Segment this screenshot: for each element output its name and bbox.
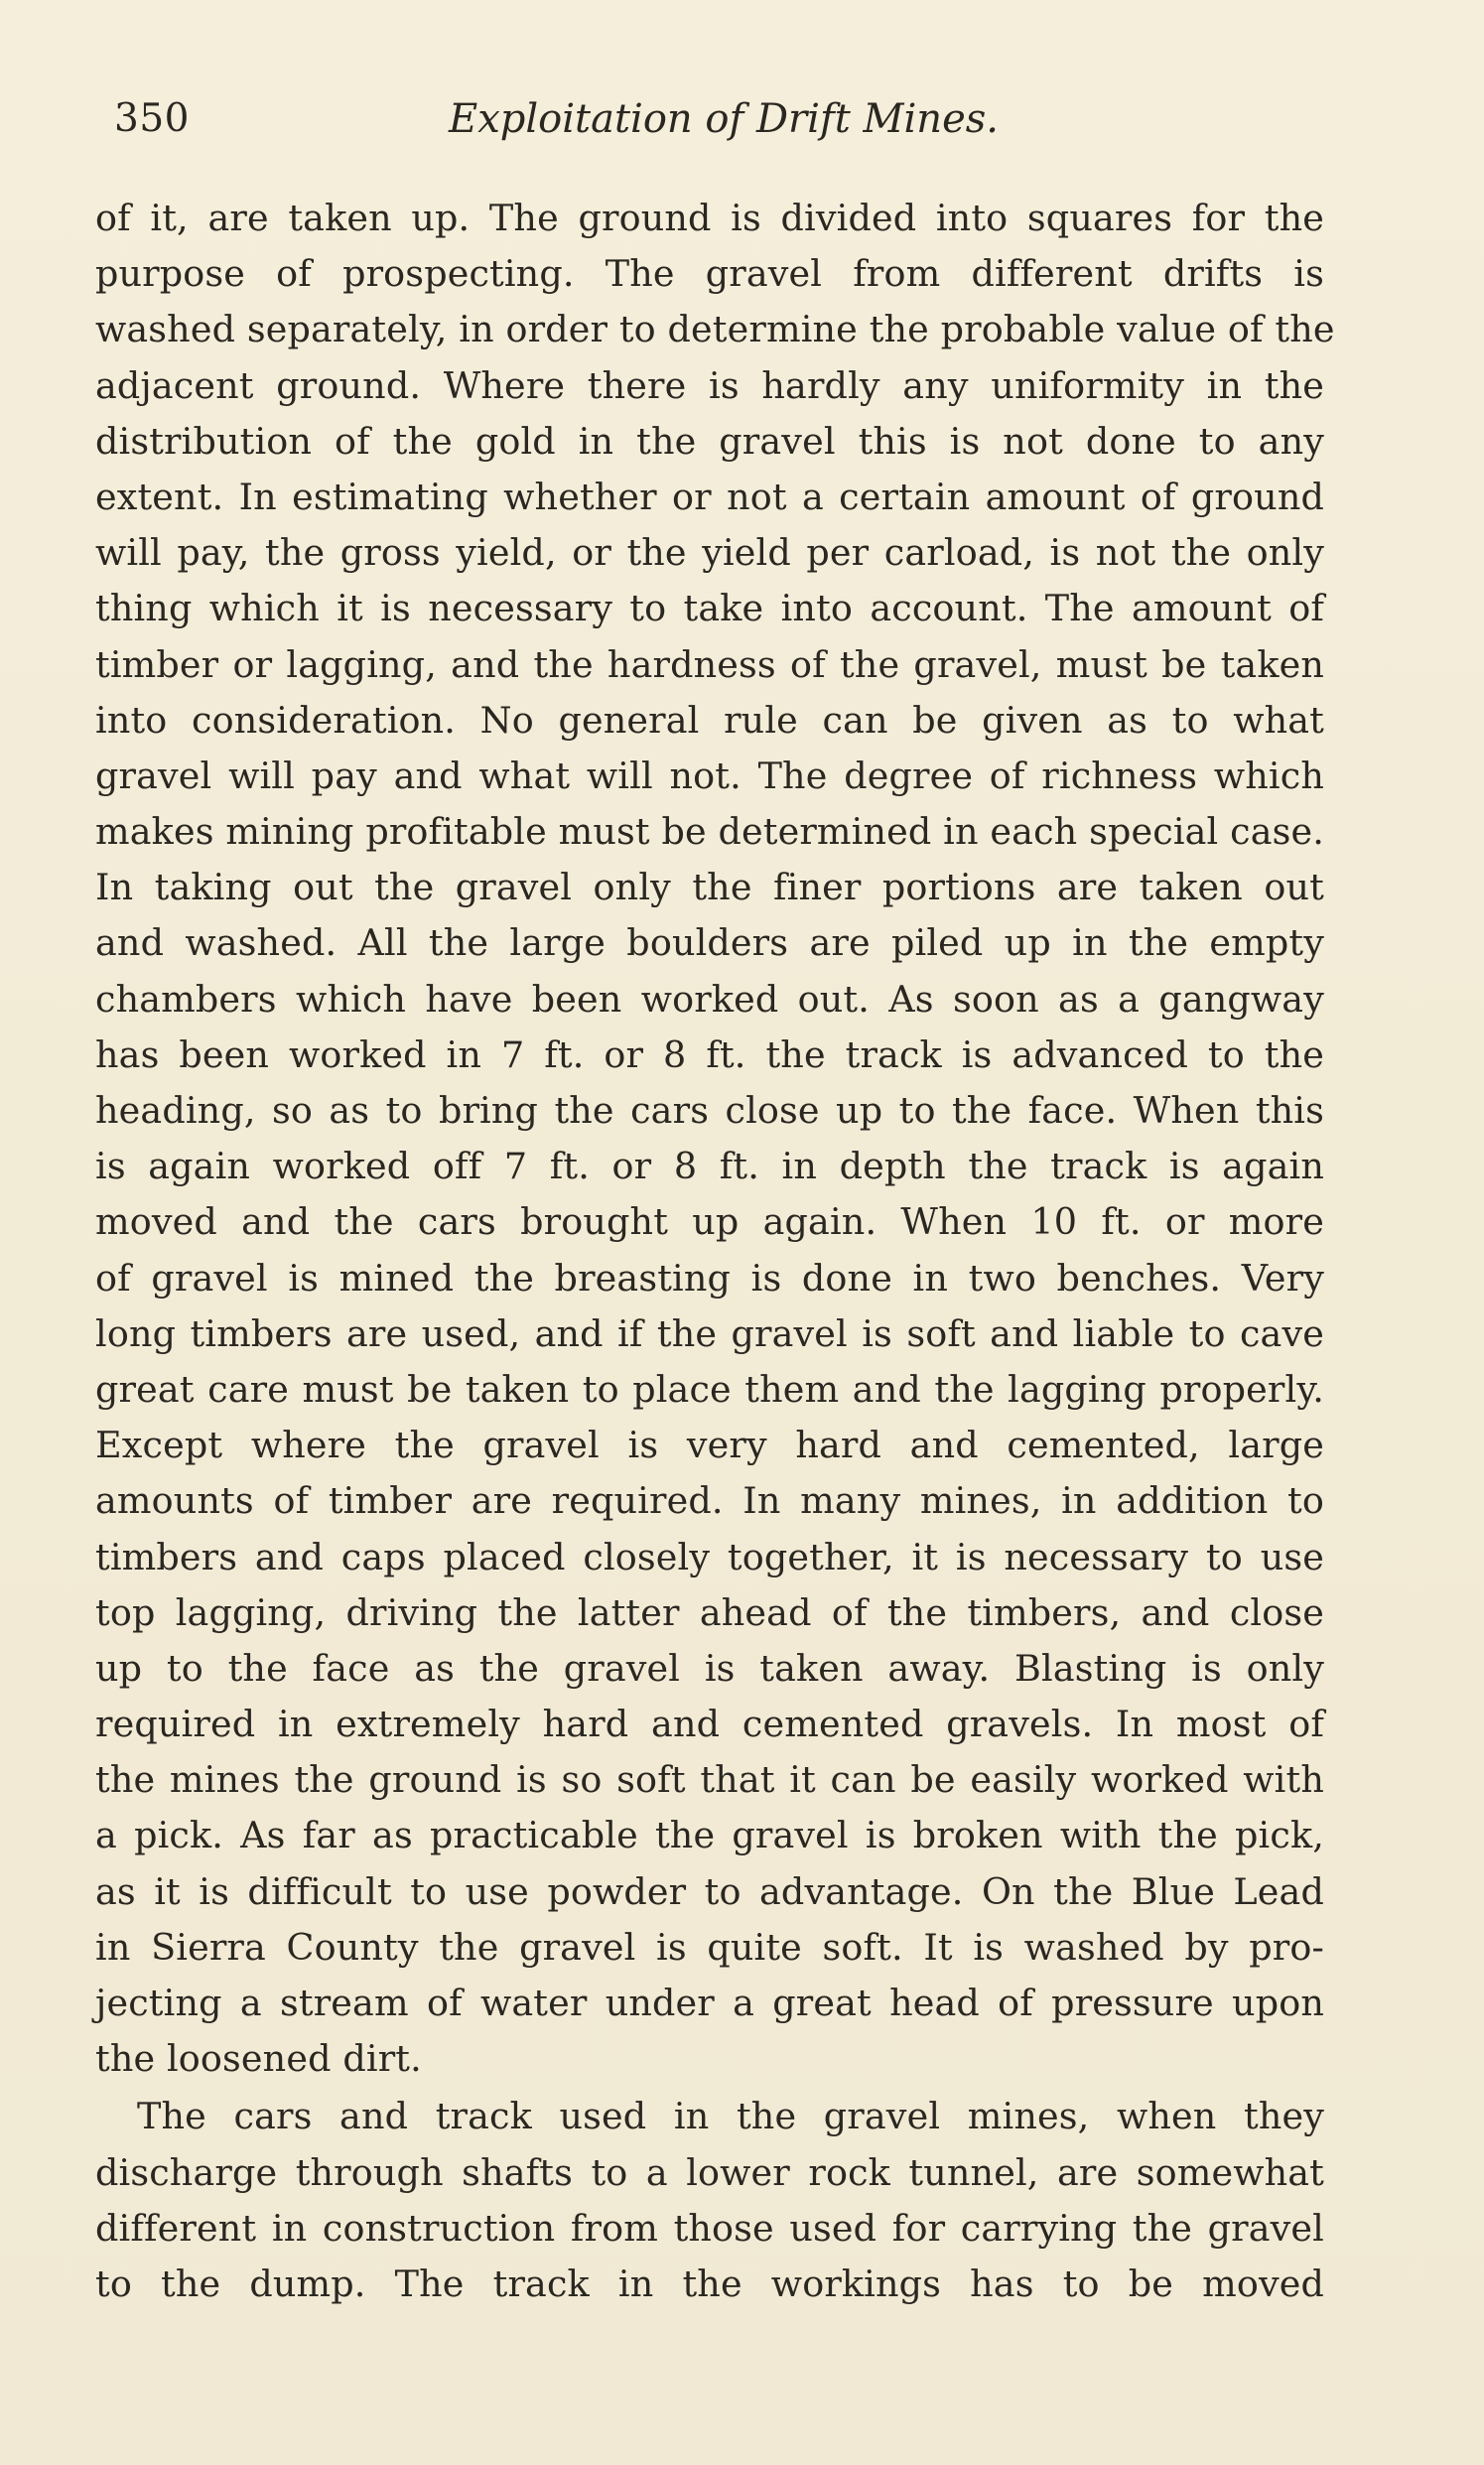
text-line: and washed. All the large boulders are piled up in the empty xyxy=(95,921,1324,965)
text-line: into consideration. No general rule can be given as to what xyxy=(95,698,1324,742)
text-line: Except where the gravel is very hard and cemented, large xyxy=(95,1424,1324,1467)
text-line: long timbers are used, and if the gravel is soft and liable to cave xyxy=(95,1311,1324,1355)
text-line: discharge through shafts to a lower rock tunnel, are somewhat xyxy=(95,2150,1324,2194)
page-number: 350 xyxy=(114,96,190,141)
running-title: Exploitation of Drift Mines. xyxy=(449,96,999,142)
page-header xyxy=(114,96,1345,159)
text-line: thing which it is necessary to take into account. The amount of xyxy=(95,587,1324,630)
text-line: extent. In estimating whether or not a certain amount of ground xyxy=(95,475,1324,518)
text-line: gravel will pay and what will not. The degree of richness which xyxy=(95,753,1324,797)
text-line: the loosened dirt. xyxy=(95,2037,422,2081)
text-line: washed separately, in order to determine the probable value of the xyxy=(95,308,1335,351)
text-line: moved and the cars brought up again. When 10 ft. or more xyxy=(95,1200,1324,1244)
text-line: purpose of prospecting. The gravel from different drifts is xyxy=(95,252,1324,296)
paragraph xyxy=(95,2089,1324,2312)
text-line: heading, so as to bring the cars close up to the face. When this xyxy=(95,1089,1324,1132)
text-line: timbers and caps placed closely together, it is necessary to use xyxy=(95,1535,1324,1578)
text-line: is again worked off 7 ft. or 8 ft. in depth the track is again xyxy=(95,1145,1324,1188)
text-line: to the dump. The track in the workings has to be moved xyxy=(95,2261,1324,2305)
text-line: distribution of the gold in the gravel this is not done to any xyxy=(95,419,1324,463)
text-line: of gravel is mined the breasting is done in two benches. Very xyxy=(95,1256,1324,1300)
text-line: adjacent ground. Where there is hardly any uniformity in the xyxy=(95,363,1324,407)
text-line: of it, are taken up. The ground is divided into squares for the xyxy=(95,197,1324,239)
text-line: timber or lagging, and the hardness of the gravel, must be taken xyxy=(95,642,1324,686)
text-line: makes mining profitable must be determined in each special case. xyxy=(95,810,1325,854)
text-line: has been worked in 7 ft. or 8 ft. the track is advanced to the xyxy=(95,1032,1324,1076)
text-line: chambers which have been worked out. As soon as a gangway xyxy=(95,977,1324,1021)
text-line: will pay, the gross yield, or the yield per carload, is not the only xyxy=(95,531,1324,575)
text-line: The cars and track used in the gravel mines, when they xyxy=(137,2095,1324,2138)
text-line: top lagging, driving the latter ahead of the timbers, and close xyxy=(95,1590,1324,1634)
text-line: In taking out the gravel only the finer portions are taken out xyxy=(95,866,1324,909)
text-line: amounts of timber are required. In many mines, in addition to xyxy=(95,1479,1324,1523)
text-line: jecting a stream of water under a great head of pressure upon xyxy=(95,1982,1324,2024)
paragraph xyxy=(95,191,1335,2087)
text-line: great care must be taken to place them and the lagging properly. xyxy=(95,1367,1324,1411)
text-line: a pick. As far as practicable the gravel is broken with the pick, xyxy=(95,1814,1324,1857)
text-line: different in construction from those used for carrying the gravel xyxy=(95,2206,1324,2250)
text-line: in Sierra County the gravel is quite soft. It is washed by pro- xyxy=(95,1925,1324,1969)
text-line: required in extremely hard and cemented gravels. In most of xyxy=(95,1703,1324,1746)
text-line: the mines the ground is so soft that it can be easily worked with xyxy=(95,1758,1324,1802)
text-line: as it is difficult to use powder to advantage. On the Blue Lead xyxy=(95,1869,1324,1913)
body-text xyxy=(95,191,1335,2312)
text-line: up to the face as the gravel is taken away. Blasting is only xyxy=(95,1646,1324,1690)
